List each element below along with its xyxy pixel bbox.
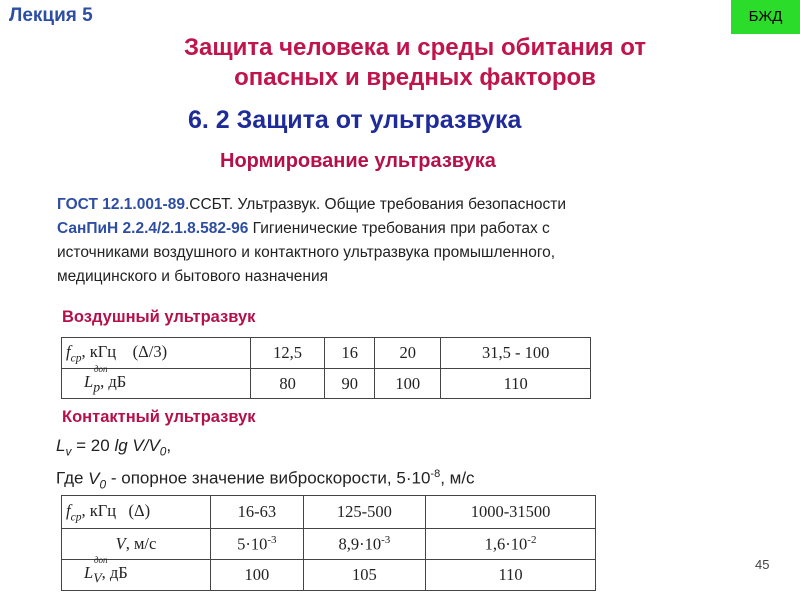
contact-velocity-label: V, м/с <box>62 529 211 560</box>
air-table <box>61 337 591 399</box>
where-line: Где $V_0$ - опорное значение виброскорости, $5\cdot 10^{-8}$, м/с <box>56 468 475 492</box>
table-cell: $1,6\cdot 10^{-2}$ <box>426 529 596 560</box>
air-freq-label: $f_{ср}$, кГц (Δ/3) <box>62 338 251 369</box>
title-line-1: Защита человека и среды обитания от <box>183 34 647 61</box>
page-number: 45 <box>755 557 770 572</box>
table-cell: 125-500 <box>303 496 425 529</box>
table-cell: $8,9\cdot 10^{-3}$ <box>303 529 425 560</box>
subject-tag: БЖД <box>731 0 800 34</box>
formula-block <box>56 434 475 496</box>
table-cell: 16 <box>325 338 375 369</box>
table-cell: 16-63 <box>211 496 304 529</box>
table-cell: 100 <box>375 369 441 399</box>
table-cell: 12,5 <box>251 338 325 369</box>
air-level-label: $L_p$ доп , дБ <box>62 369 251 399</box>
formula-line: $L_v = 20$ $\lg V/V_0$, <box>56 436 172 459</box>
table-cell: $5\cdot 10^{-3}$ <box>211 529 304 560</box>
table-cell: 100 <box>211 560 304 591</box>
table-row <box>62 560 596 591</box>
table-row <box>62 529 596 560</box>
table-cell: 80 <box>251 369 325 399</box>
table-cell: 110 <box>426 560 596 591</box>
table-cell: 1000-31500 <box>426 496 596 529</box>
gost-code: ГОСТ 12.1.001-89 <box>57 196 185 213</box>
sanpin-code: СанПиН 2.2.4/2.1.8.582-96 <box>57 220 249 237</box>
contact-level-label: $L_V$ доп , дБ <box>62 560 211 591</box>
sanpin-line-2: источниками воздушного и контактного ультразвука промышленного, <box>57 244 556 261</box>
sanpin-text: Гигиенические требования при работах с <box>248 220 550 237</box>
table-row <box>62 369 591 399</box>
section-heading: 6. 2 Защита от ультразвука <box>188 106 522 134</box>
subsection-heading: Нормирование ультразвука <box>220 150 496 172</box>
contact-heading: Контактный ультразвук <box>62 408 256 426</box>
table-row <box>62 338 591 369</box>
table-cell: 31,5 - 100 <box>441 338 591 369</box>
table-cell: 90 <box>325 369 375 399</box>
table-cell: 110 <box>441 369 591 399</box>
level-symbol-icon: $L_V$ доп <box>84 555 108 586</box>
gost-line <box>57 193 757 217</box>
gost-text: .ССБТ. Ультразвук. Общие требования безопасности <box>184 196 567 213</box>
title-line-2: опасных и вредных факторов <box>234 64 596 91</box>
slide-title <box>95 33 735 93</box>
contact-freq-label: $f_{ср}$, кГц (Δ) <box>62 496 211 529</box>
contact-table <box>61 495 596 591</box>
lecture-label: Лекция 5 <box>9 5 93 26</box>
sanpin-line-3: медицинского и бытового назначения <box>57 268 329 285</box>
air-heading: Воздушный ультразвук <box>62 308 256 326</box>
table-cell: 20 <box>375 338 441 369</box>
standards-block <box>57 193 757 289</box>
table-cell: 105 <box>303 560 425 591</box>
table-row <box>62 496 596 529</box>
level-symbol-icon: $L_p$ доп <box>84 363 108 395</box>
sanpin-line <box>57 217 757 241</box>
